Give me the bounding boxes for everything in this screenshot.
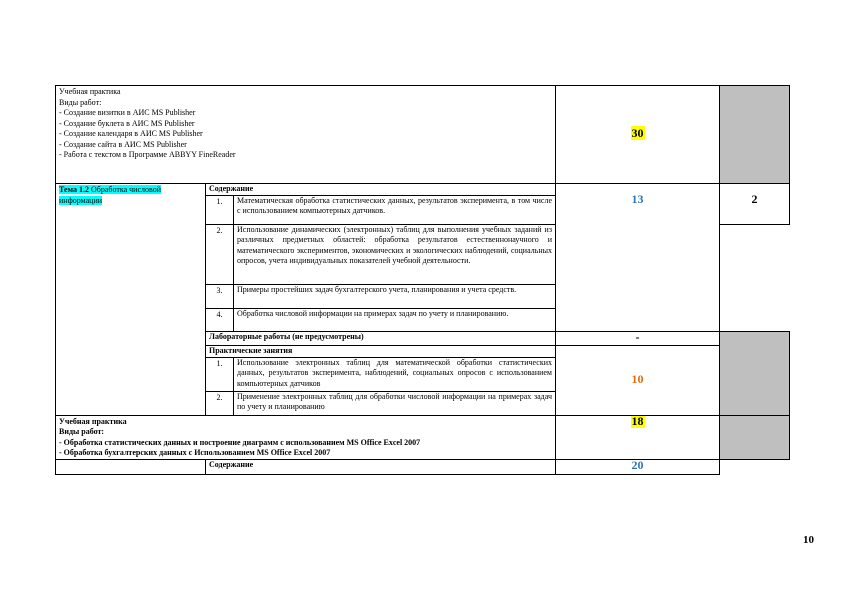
practice-2-hours-cell [556,415,720,459]
content-row-number: 4. [206,308,234,331]
topic-content-hours-cell [556,184,720,332]
content-row-number: 3. [206,284,234,308]
topic-content-header: Содержание [206,184,556,196]
next-level-empty [720,459,790,474]
practice-row-2 [56,415,790,459]
topic-title [59,185,161,205]
topic-level: 2 [751,192,758,206]
next-content-header: Содержание [206,459,556,474]
practice-2-title: Учебная практика [59,416,127,426]
topic-level-cell [720,184,790,225]
next-content-hours: 20 [631,459,644,473]
practice-1-item: - Создание календаря в АИС MS Publisher [59,129,203,138]
practice-1-item: - Создание сайта в АИС MS Publisher [59,139,187,149]
practice-2-subtitle: Виды работ: [59,427,105,436]
page-number: 10 [803,534,814,546]
practical-level-cell [720,331,790,415]
practice-1-hours-cell [556,86,720,184]
topic-cell [56,184,206,416]
content-row-number: 1. [206,195,234,224]
practice-2-description [56,415,556,459]
practice-2-level-cell [720,415,790,459]
practice-1-level-cell [720,86,790,184]
next-content-row [56,459,790,474]
practical-hours: 10 [631,371,644,386]
practice-2-item: - Обработка бухгалтерских данных с Использованием MS Office Excel 2007 [59,448,331,457]
practical-row-text: Использование электронных таблиц для математической обработки статистических данных, результатов эксперимента, наблюдений, социальных опросов с использованием компьютерных датчиков [234,357,556,391]
lab-value: - [635,331,640,344]
study-plan-table [55,85,790,475]
practice-1-item: - Создание визитки в АИС MS Publisher [59,108,196,117]
topic-content-header-row [56,184,790,196]
lab-value-cell [556,331,720,345]
content-row-text: Использование динамических (электронных) таблиц для выполнения учебных заданий из различных предметных областей: обработка результатов естественнонаучного и математического экспериментов, экономических и экологических наблюдений, социальных опросов, учета индивидуальных показателей учебной деятельности. [234,224,556,284]
content-row-number: 2. [206,224,234,284]
practical-row-number: 1. [206,357,234,391]
topic-label: Тема 1.2 [59,185,89,194]
practice-1-title: Учебная практика [59,87,121,96]
next-content-hours-cell [556,459,720,474]
practice-2-item: - Обработка статистических данных и построение диаграмм с использованием MS Office Excel 2007 [59,437,421,447]
practice-1-hours: 30 [631,126,644,141]
practical-row-text: Применение электронных таблиц для обработки числовой информации на примерах задач по учету и планированию [234,391,556,415]
topic-name: Обработка числовой информации [59,185,162,205]
content-row-text: Примеры простейших задач бухгалтерского учета, планирования и учета средств. [234,284,556,308]
practice-1-description [56,86,556,184]
next-topic-cell [56,459,206,474]
practice-1-item: - Создание буклета в АИС MS Publisher [59,118,195,128]
practical-hours-cell [556,345,720,415]
practice-1-subtitle: Виды работ: [59,97,102,107]
practice-2-hours: 18 [631,415,644,428]
content-row-text: Обработка числовой информации на примерах задач по учету и планированию. [234,308,556,331]
content-row-text: Математическая обработка статистических данных, результатов эксперимента, в том числе с использованием компьютерных датчиков. [234,195,556,224]
practical-header: Практические занятия [206,345,556,357]
practice-row-1 [56,86,790,184]
practice-1-item: - Работа с текстом в Программе ABBYY FineReader [59,150,236,159]
topic-content-hours: 13 [631,192,644,206]
topic-level-empty [720,224,790,331]
lab-label: Лабораторные работы (не предусмотрены) [206,331,556,345]
practical-row-number: 2. [206,391,234,415]
